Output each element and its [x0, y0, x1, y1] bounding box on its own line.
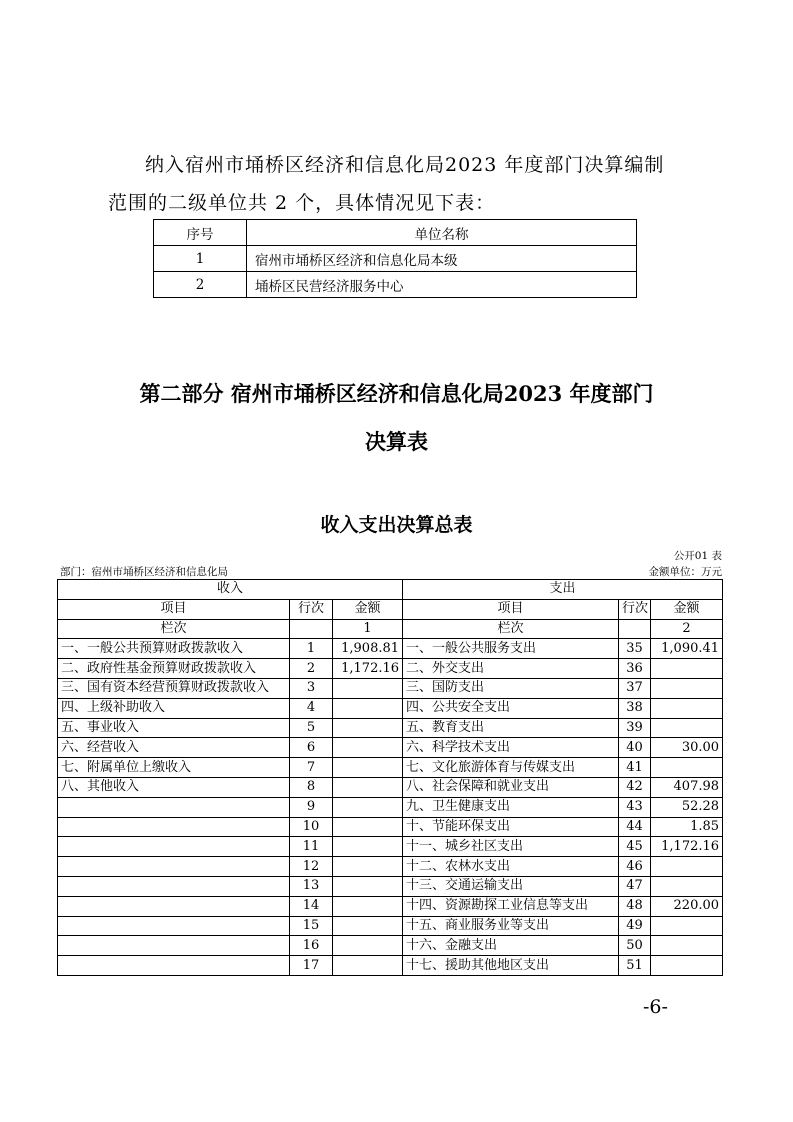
income-item: [58, 896, 290, 916]
income-amount: [333, 876, 403, 896]
expense-amount: 407.98: [651, 777, 723, 797]
expense-item: 四、公共安全支出: [403, 698, 619, 718]
income-row-number: 4: [290, 698, 333, 718]
expense-item: 二、外交支出: [403, 659, 619, 679]
expense-item: 五、教育支出: [403, 718, 619, 738]
income-item: [58, 797, 290, 817]
income-item: 二、政府性基金预算财政拨款收入: [58, 659, 290, 679]
income-row-number: 8: [290, 777, 333, 797]
income-row-number: 1: [290, 639, 333, 659]
income-lanci-label: 栏次: [58, 619, 290, 639]
column-number-row: [58, 619, 723, 639]
income-item: [58, 817, 290, 837]
table-row: [58, 698, 723, 718]
table-row: [58, 956, 723, 976]
table-row: [58, 678, 723, 698]
income-item: 七、附属单位上缴收入: [58, 758, 290, 778]
expense-amount-header: 金额: [651, 599, 723, 619]
income-row-number: 6: [290, 738, 333, 758]
expense-row-number: 45: [619, 837, 651, 857]
income-amount: [333, 857, 403, 877]
income-amount: [333, 698, 403, 718]
expense-amount: [651, 758, 723, 778]
table-row: [154, 246, 637, 272]
expense-row-number: 39: [619, 718, 651, 738]
expense-row-number: 44: [619, 817, 651, 837]
expense-item: 十七、援助其他地区支出: [403, 956, 619, 976]
expense-amount: 1,172.16: [651, 837, 723, 857]
expense-item: 九、卫生健康支出: [403, 797, 619, 817]
expense-row-number: 38: [619, 698, 651, 718]
table-row: [58, 916, 723, 936]
income-amount: [333, 837, 403, 857]
expense-row-number: 43: [619, 797, 651, 817]
table-row: [58, 738, 723, 758]
expense-row-header: 行次: [619, 599, 651, 619]
amount-unit-label: 金额单位：万元: [648, 566, 722, 578]
expense-row-number: 46: [619, 857, 651, 877]
income-amount: 1,172.16: [333, 659, 403, 679]
expense-row-number: 42: [619, 777, 651, 797]
units-table-header: [154, 220, 637, 246]
income-amount: [333, 936, 403, 956]
page-number: -6-: [643, 996, 668, 1018]
income-row-number: 12: [290, 857, 333, 877]
income-row-number: 10: [290, 817, 333, 837]
income-row-number: 9: [290, 797, 333, 817]
income-row-number: 5: [290, 718, 333, 738]
table-row: [58, 876, 723, 896]
income-row-number: 2: [290, 659, 333, 679]
expense-amount: [651, 916, 723, 936]
unit-name: 宿州市埇桥区经济和信息化局本级: [247, 246, 637, 272]
income-amount: [333, 777, 403, 797]
income-amount: [333, 956, 403, 976]
col-header-index: 序号: [154, 220, 247, 246]
expense-amount: [651, 857, 723, 877]
table-row: [58, 817, 723, 837]
section-header-row: [58, 580, 723, 600]
table-row: [58, 659, 723, 679]
income-item: [58, 876, 290, 896]
table-row: [58, 896, 723, 916]
expense-row-number: 36: [619, 659, 651, 679]
income-row-number: 11: [290, 837, 333, 857]
income-item: 三、国有资本经营预算财政拨款收入: [58, 678, 290, 698]
income-expense-table: [57, 579, 723, 976]
table-body: [58, 639, 723, 976]
table-row: [58, 639, 723, 659]
income-row-number: 15: [290, 916, 333, 936]
expense-amount: [651, 678, 723, 698]
income-amount: [333, 797, 403, 817]
income-amount: [333, 678, 403, 698]
table-row: [154, 272, 637, 298]
expense-row-number: 50: [619, 936, 651, 956]
expense-amount: [651, 698, 723, 718]
expense-row-number: 37: [619, 678, 651, 698]
expense-row-number: 49: [619, 916, 651, 936]
expense-row-number: 40: [619, 738, 651, 758]
income-row-number: 14: [290, 896, 333, 916]
expense-amount: [651, 718, 723, 738]
income-amount-header: 金额: [333, 599, 403, 619]
expense-row-number: 48: [619, 896, 651, 916]
units-table: [153, 219, 637, 298]
col-header-unit-name: 单位名称: [247, 220, 637, 246]
expense-row-number: 51: [619, 956, 651, 976]
expense-column-number: 2: [651, 619, 723, 639]
expense-amount: [651, 659, 723, 679]
unit-index: 1: [154, 246, 247, 272]
income-amount: [333, 817, 403, 837]
income-item: 六、经营收入: [58, 738, 290, 758]
part2-title-line-1: 第二部分 宿州市埇桥区经济和信息化局2023 年度部门: [139, 381, 654, 406]
income-row-number: 17: [290, 956, 333, 976]
table-row: [58, 797, 723, 817]
income-item: [58, 857, 290, 877]
expense-item: 十一、城乡社区支出: [403, 837, 619, 857]
income-item: [58, 837, 290, 857]
income-amount: [333, 738, 403, 758]
expense-header: 支出: [403, 580, 723, 600]
table-row: [58, 857, 723, 877]
income-item: 五、事业收入: [58, 718, 290, 738]
expense-item: 一、一般公共服务支出: [403, 639, 619, 659]
income-item: 四、上级补助收入: [58, 698, 290, 718]
expense-amount: 52.28: [651, 797, 723, 817]
expense-item: 十六、金融支出: [403, 936, 619, 956]
income-item: [58, 936, 290, 956]
expense-amount: 1,090.41: [651, 639, 723, 659]
income-header: 收入: [58, 580, 403, 600]
income-amount: [333, 916, 403, 936]
column-header-row: [58, 599, 723, 619]
income-item: [58, 916, 290, 936]
expense-amount: [651, 876, 723, 896]
income-amount: [333, 758, 403, 778]
empty-cell: [619, 619, 651, 639]
income-row-number: 3: [290, 678, 333, 698]
income-item: 八、其他收入: [58, 777, 290, 797]
income-amount: 1,908.81: [333, 639, 403, 659]
summary-title: 收入支出决算总表: [320, 514, 473, 536]
department-label: 部门：宿州市埇桥区经济和信息化局: [60, 566, 228, 578]
expense-amount: 1.85: [651, 817, 723, 837]
expense-item: 十四、资源勘探工业信息等支出: [403, 896, 619, 916]
income-row-number: 16: [290, 936, 333, 956]
expense-item: 十二、农林水支出: [403, 857, 619, 877]
intro-line-1: 纳入宿州市埇桥区经济和信息化局2023 年度部门决算编制: [145, 154, 665, 176]
expense-row-number: 41: [619, 758, 651, 778]
expense-amount: [651, 956, 723, 976]
expense-amount: 30.00: [651, 738, 723, 758]
expense-item-header: 项目: [403, 599, 619, 619]
form-code: 公开01 表: [673, 550, 722, 562]
intro-line-2: 范围的二级单位共 2 个，具体情况见下表：: [108, 192, 496, 214]
expense-lanci-label: 栏次: [403, 619, 619, 639]
income-item: 一、一般公共预算财政拨款收入: [58, 639, 290, 659]
table-row: [58, 718, 723, 738]
expense-row-number: 35: [619, 639, 651, 659]
income-amount: [333, 896, 403, 916]
income-column-number: 1: [333, 619, 403, 639]
expense-row-number: 47: [619, 876, 651, 896]
unit-name: 埇桥区民营经济服务中心: [247, 272, 637, 298]
unit-index: 2: [154, 272, 247, 298]
table-row: [58, 936, 723, 956]
expense-amount: [651, 936, 723, 956]
table-row: [58, 758, 723, 778]
income-row-number: 13: [290, 876, 333, 896]
expense-item: 十、节能环保支出: [403, 817, 619, 837]
expense-item: 十三、交通运输支出: [403, 876, 619, 896]
income-item-header: 项目: [58, 599, 290, 619]
table-row: [58, 837, 723, 857]
expense-item: 八、社会保障和就业支出: [403, 777, 619, 797]
expense-item: 十五、商业服务业等支出: [403, 916, 619, 936]
expense-item: 三、国防支出: [403, 678, 619, 698]
expense-item: 七、文化旅游体育与传媒支出: [403, 758, 619, 778]
income-row-number: 7: [290, 758, 333, 778]
expense-amount: 220.00: [651, 896, 723, 916]
expense-item: 六、科学技术支出: [403, 738, 619, 758]
income-item: [58, 956, 290, 976]
table-row: [58, 777, 723, 797]
part2-title-line-2: 决算表: [365, 429, 428, 454]
income-row-header: 行次: [290, 599, 333, 619]
empty-cell: [290, 619, 333, 639]
income-amount: [333, 718, 403, 738]
